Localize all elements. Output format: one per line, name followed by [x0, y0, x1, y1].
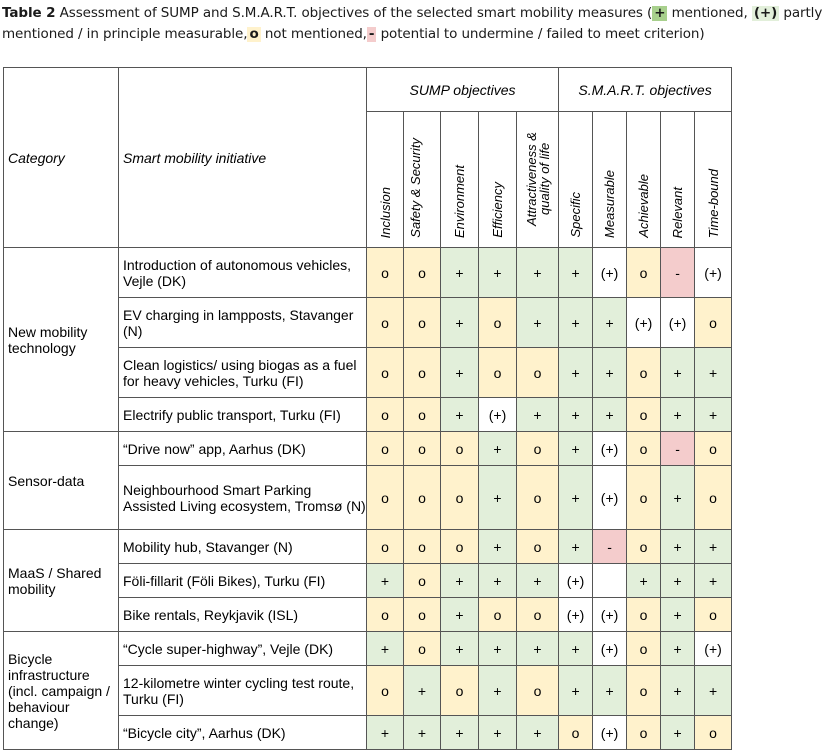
caption-text: potential to undermine / failed to meet criterion) — [376, 26, 705, 42]
score-cell: + — [367, 632, 404, 666]
legend-plus: + — [654, 5, 666, 21]
col-specific: Specific — [559, 112, 593, 248]
col-inclusion: Inclusion — [367, 112, 404, 248]
score-cell: (+) — [593, 466, 627, 530]
score-cell: + — [404, 666, 441, 716]
score-cell: o — [517, 530, 559, 564]
score-cell: (+) — [593, 632, 627, 666]
score-cell: (+) — [593, 248, 627, 298]
score-cell: + — [661, 632, 695, 666]
score-cell: o — [367, 398, 404, 432]
score-cell: o — [627, 666, 661, 716]
score-cell: + — [661, 398, 695, 432]
header-category: Category — [4, 68, 119, 248]
score-cell: (+) — [479, 398, 517, 432]
col-time-bound: Time-bound — [695, 112, 732, 248]
score-cell: o — [695, 298, 732, 348]
score-cell: o — [559, 716, 593, 750]
score-cell: o — [695, 598, 732, 632]
score-cell: + — [441, 598, 479, 632]
score-cell: + — [479, 716, 517, 750]
col-achievable: Achievable — [627, 112, 661, 248]
table-row — [4, 248, 732, 298]
score-cell: + — [559, 466, 593, 530]
score-cell: o — [479, 598, 517, 632]
score-cell: + — [441, 564, 479, 598]
score-cell: o — [367, 298, 404, 348]
score-cell: o — [441, 530, 479, 564]
col-efficiency: Efficiency — [479, 112, 517, 248]
initiative-cell: Neighbourhood Smart Parking Assisted Living ecosystem, Tromsø (N) — [119, 466, 367, 530]
score-cell: - — [661, 248, 695, 298]
score-cell: o — [627, 348, 661, 398]
score-cell: + — [479, 530, 517, 564]
assessment-table — [3, 67, 732, 750]
score-cell: o — [695, 716, 732, 750]
score-cell: + — [627, 564, 661, 598]
table-body — [4, 68, 732, 750]
score-cell: o — [367, 348, 404, 398]
score-cell: + — [441, 398, 479, 432]
score-cell: o — [441, 666, 479, 716]
score-cell: + — [517, 632, 559, 666]
score-cell: o — [367, 432, 404, 466]
initiative-cell: Electrify public transport, Turku (FI) — [119, 398, 367, 432]
score-cell: o — [627, 248, 661, 298]
score-cell: (+) — [695, 632, 732, 666]
caption-label: Table 2 — [2, 5, 56, 21]
score-cell: + — [479, 632, 517, 666]
score-cell: + — [695, 530, 732, 564]
score-cell: (+) — [695, 248, 732, 298]
score-cell: o — [367, 248, 404, 298]
score-cell: + — [695, 564, 732, 598]
score-cell: + — [661, 666, 695, 716]
score-cell: - — [661, 432, 695, 466]
score-cell: o — [479, 298, 517, 348]
score-cell: o — [695, 466, 732, 530]
score-cell: o — [441, 432, 479, 466]
score-cell: (+) — [559, 564, 593, 598]
score-cell: o — [404, 348, 441, 398]
legend-neg: - — [368, 26, 375, 42]
table-row — [4, 632, 732, 666]
table-row — [4, 432, 732, 466]
score-cell: + — [479, 432, 517, 466]
score-cell: o — [517, 466, 559, 530]
score-cell: o — [404, 398, 441, 432]
score-cell: (+) — [661, 298, 695, 348]
initiative-cell: “Cycle super-highway”, Vejle (DK) — [119, 632, 367, 666]
score-cell: + — [441, 248, 479, 298]
initiative-cell: Föli-fillarit (Föli Bikes), Turku (FI) — [119, 564, 367, 598]
initiative-cell: Bike rentals, Reykjavik (ISL) — [119, 598, 367, 632]
score-cell: - — [593, 530, 627, 564]
score-cell: (+) — [593, 598, 627, 632]
score-cell: o — [367, 598, 404, 632]
category-cell: Bicycle infrastructure (incl. campaign / behaviour change) — [4, 632, 119, 750]
col-safety-security: Safety & Security — [404, 112, 441, 248]
category-cell: New mobility technology — [4, 248, 119, 432]
score-cell: + — [559, 432, 593, 466]
table-caption — [2, 3, 836, 45]
initiative-cell: EV charging in lampposts, Stavanger (N) — [119, 298, 367, 348]
category-cell: MaaS / Shared mobility — [4, 530, 119, 632]
score-cell: o — [479, 348, 517, 398]
score-cell: + — [593, 666, 627, 716]
score-cell: + — [367, 716, 404, 750]
initiative-cell: Introduction of autonomous vehicles, Vejle (DK) — [119, 248, 367, 298]
score-cell: + — [479, 248, 517, 298]
score-cell: + — [517, 298, 559, 348]
caption-text: partly mentioned / in principle measurable, — [2, 5, 823, 42]
score-cell: + — [593, 398, 627, 432]
score-cell: + — [479, 564, 517, 598]
score-cell: + — [695, 398, 732, 432]
score-cell: o — [517, 598, 559, 632]
score-cell: + — [559, 666, 593, 716]
score-cell: + — [559, 530, 593, 564]
caption-text: not mentioned, — [260, 26, 367, 42]
score-cell: + — [441, 348, 479, 398]
score-cell: + — [661, 530, 695, 564]
col-attractiveness: Attractiveness & quality of life — [517, 112, 559, 248]
col-environment: Environment — [441, 112, 479, 248]
score-cell: + — [441, 298, 479, 348]
score-cell: o — [404, 248, 441, 298]
score-cell: o — [404, 632, 441, 666]
score-cell: o — [367, 466, 404, 530]
score-cell: + — [479, 466, 517, 530]
score-cell: + — [559, 298, 593, 348]
score-cell: o — [627, 716, 661, 750]
score-cell: o — [627, 632, 661, 666]
score-cell: + — [441, 716, 479, 750]
header-smart-objectives: S.M.A.R.T. objectives — [559, 68, 732, 112]
initiative-cell: Mobility hub, Stavanger (N) — [119, 530, 367, 564]
score-cell: + — [517, 564, 559, 598]
score-cell: o — [404, 530, 441, 564]
header-sump-objectives: SUMP objectives — [367, 68, 559, 112]
score-cell: o — [517, 348, 559, 398]
col-relevant: Relevant — [661, 112, 695, 248]
score-cell: o — [404, 598, 441, 632]
legend-partial: (+) — [753, 5, 778, 21]
score-cell: (+) — [559, 598, 593, 632]
score-cell: o — [404, 298, 441, 348]
score-cell: o — [404, 466, 441, 530]
score-cell — [593, 564, 627, 598]
score-cell: o — [627, 432, 661, 466]
score-cell: + — [661, 598, 695, 632]
table-row — [4, 530, 732, 564]
score-cell: o — [517, 666, 559, 716]
score-cell: o — [367, 666, 404, 716]
header-initiative: Smart mobility initiative — [119, 68, 367, 248]
initiative-cell: 12-kilometre winter cycling test route, Turku (FI) — [119, 666, 367, 716]
caption-text: mentioned, — [667, 5, 752, 21]
score-cell: + — [559, 248, 593, 298]
score-cell: + — [559, 348, 593, 398]
score-cell: + — [661, 466, 695, 530]
caption-text: Assessment of SUMP and S.M.A.R.T. objectives of the selected smart mobility measures ( — [59, 5, 653, 21]
score-cell: + — [593, 298, 627, 348]
score-cell: + — [367, 564, 404, 598]
score-cell: + — [695, 666, 732, 716]
score-cell: o — [404, 564, 441, 598]
score-cell: o — [404, 432, 441, 466]
col-measurable: Measurable — [593, 112, 627, 248]
initiative-cell: Clean logistics/ using biogas as a fuel for heavy vehicles, Turku (FI) — [119, 348, 367, 398]
legend-o: o — [249, 26, 259, 42]
score-cell: o — [367, 530, 404, 564]
category-cell: Sensor-data — [4, 432, 119, 530]
score-cell: + — [441, 632, 479, 666]
score-cell: o — [441, 466, 479, 530]
score-cell: + — [661, 564, 695, 598]
score-cell: + — [593, 348, 627, 398]
score-cell: + — [517, 716, 559, 750]
score-cell: (+) — [593, 432, 627, 466]
score-cell: + — [661, 716, 695, 750]
score-cell: o — [627, 530, 661, 564]
initiative-cell: “Bicycle city”, Aarhus (DK) — [119, 716, 367, 750]
score-cell: + — [404, 716, 441, 750]
score-cell: o — [627, 398, 661, 432]
score-cell: o — [695, 432, 732, 466]
score-cell: + — [517, 248, 559, 298]
score-cell: + — [479, 666, 517, 716]
score-cell: + — [517, 398, 559, 432]
score-cell: (+) — [593, 716, 627, 750]
score-cell: + — [695, 348, 732, 398]
score-cell: + — [559, 398, 593, 432]
initiative-cell: “Drive now” app, Aarhus (DK) — [119, 432, 367, 466]
score-cell: o — [517, 432, 559, 466]
score-cell: o — [627, 598, 661, 632]
score-cell: o — [627, 466, 661, 530]
header-group-row — [4, 68, 732, 112]
score-cell: + — [661, 348, 695, 398]
score-cell: + — [559, 632, 593, 666]
score-cell: (+) — [627, 298, 661, 348]
